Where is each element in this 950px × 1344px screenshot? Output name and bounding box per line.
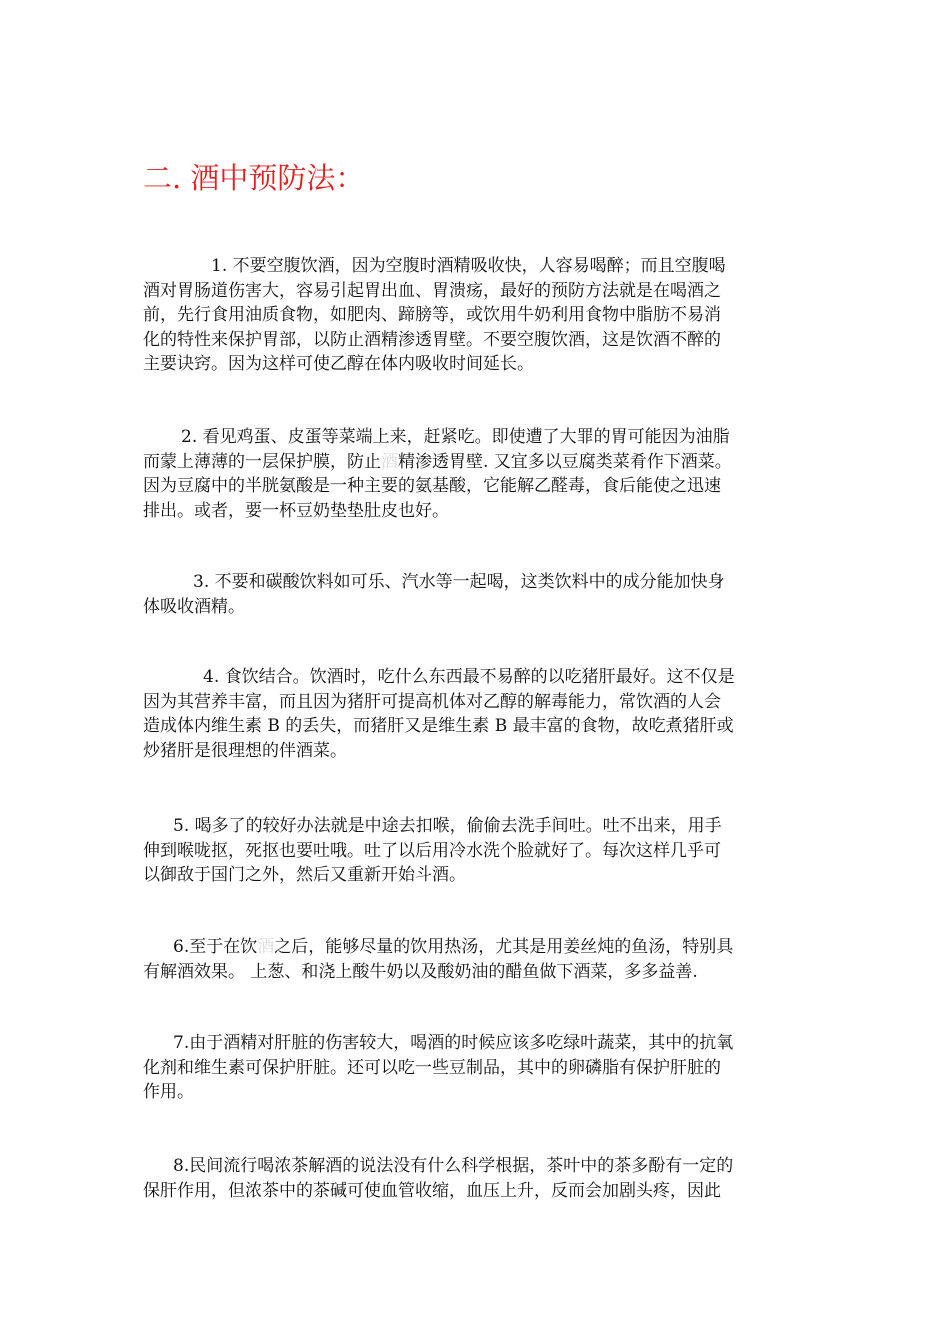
paragraph-line: 酒对胃肠道伤害大，容易引起胃出血、胃溃疡，最好的预防方法就是在喝酒之	[143, 280, 721, 301]
paragraph-line: 以御敌于国门之外，然后又重新开始斗酒。	[143, 865, 466, 885]
line-text: 而蒙上薄薄的一层保护膜，防止	[143, 451, 381, 472]
paragraph-line: 造成体内维生素 B 的丢失，而猪肝又是维生素 B 最丰富的食物，故吃煮猪肝或	[143, 716, 734, 736]
paragraph-line: 7.由于酒精对肝脏的伤害较大，喝酒的时候应该多吃绿叶蔬菜，其中的抗氧	[173, 1033, 734, 1053]
line-text: 6.至于在饮	[173, 937, 258, 957]
section-title: 二. 酒中预防法：	[143, 161, 365, 195]
paragraph-line: 4. 食饮结合。饮酒时，吃什么东西最不易醉的以吃猪肝最好。这不仅是	[203, 667, 735, 687]
paragraph-line: 炒猪肝是很理想的伴酒菜。	[143, 740, 347, 761]
faint-character: 酒	[257, 937, 275, 957]
paragraph-line: 排出。或者，要一杯豆奶垫垫肚皮也好。	[143, 500, 449, 521]
paragraph-line: 体吸收酒精。	[143, 596, 245, 617]
paragraph-8	[143, 1154, 823, 1203]
paragraph-2	[143, 425, 823, 523]
paragraph-line: 作用。	[143, 1082, 194, 1102]
paragraph-line: 2. 看见鸡蛋、皮蛋等菜端上来，赶紧吃。即使遭了大罪的胃可能因为油脂	[181, 427, 730, 447]
faint-character: 酒	[381, 451, 398, 472]
paragraph-line: 1. 不要空腹饮酒，因为空腹时酒精吸收快，人容易喝醉；而且空腹喝	[211, 256, 726, 276]
paragraph-line: 5. 喝多了的较好办法就是中途去扣喉，偷偷去洗手间吐。吐不出来，用手	[173, 816, 722, 836]
paragraph-5	[143, 814, 823, 888]
paragraph-1	[143, 254, 823, 377]
paragraph-line	[143, 450, 823, 475]
paragraph-3	[143, 570, 823, 619]
paragraph-7	[143, 1031, 823, 1105]
line-text: 精渗透胃壁. 又宜多以豆腐类菜肴作下酒菜。	[398, 451, 732, 472]
paragraph-line: 前，先行食用油质食物，如肥肉、蹄膀等，或饮用牛奶利用食物中脂肪不易消	[143, 305, 721, 325]
paragraph-line: 8.民间流行喝浓茶解酒的说法没有什么科学根据，茶叶中的茶多酚有一定的	[173, 1156, 734, 1176]
paragraph-line: 3. 不要和碳酸饮料如可乐、汽水等一起喝，这类饮料中的成分能加快身	[193, 572, 725, 592]
paragraph-line: 保肝作用，但浓茶中的茶碱可使血管收缩，血压上升，反而会加剧头疼，因此	[143, 1180, 721, 1201]
line-text: 之后，能够尽量的饮用热汤，尤其是用姜丝炖的鱼汤，特别具	[274, 937, 734, 957]
paragraph-line: 有解酒效果。 上葱、和浇上酸牛奶以及酸奶油的醋鱼做下酒菜，多多益善.	[143, 961, 698, 982]
paragraph-line: 主要诀窍。因为这样可使乙醇在体内吸收时间延长。	[143, 354, 534, 374]
paragraph-line: 化剂和维生素可保护肝脏。还可以吃一些豆制品，其中的卵磷脂有保护肝脏的	[143, 1057, 721, 1078]
paragraph-line: 因为豆腐中的半胱氨酸是一种主要的氨基酸，它能解乙醛毒，食后能使之迅速	[143, 476, 721, 496]
paragraph-line: 因为其营养丰富，而且因为猪肝可提高机体对乙醇的解毒能力，常饮酒的人会	[143, 691, 721, 712]
paragraph-line	[143, 935, 823, 960]
paragraph-line: 伸到喉咙抠，死抠也要吐哦。吐了以后用冷水洗个脸就好了。每次这样几乎可	[143, 840, 721, 861]
paragraph-line: 化的特性来保护胃部，以防止酒精渗透胃壁。不要空腹饮酒，这是饮酒不醉的	[143, 329, 721, 350]
paragraph-6	[143, 935, 823, 984]
paragraph-4	[143, 665, 823, 763]
